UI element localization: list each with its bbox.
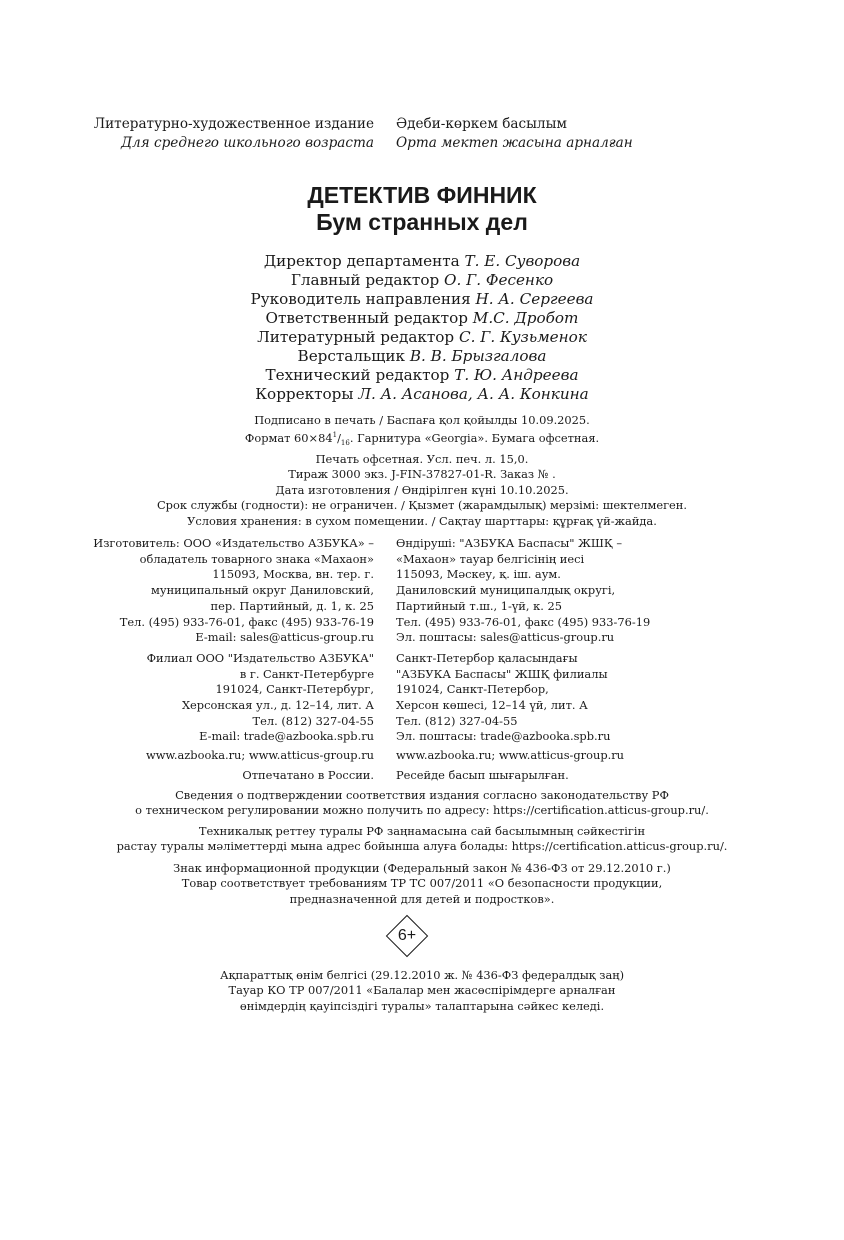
printed-in-ru: Отпечатано в России. [242,767,374,782]
staff-role: Главный редактор [290,271,440,289]
book-title [0,182,844,236]
publisher-line-ru: Тел. (495) 933-76-01, факс (495) 933-76-19 [119,614,374,629]
offset-line: Печать офсетная. Усл. печ. л. 15,0. [315,451,529,466]
staff-name: О. Г. Фесенко [444,271,554,289]
age-rating-label: 6+ [397,927,417,944]
staff-name: Т. Е. Суворова [464,252,581,270]
staff-line [0,309,844,328]
storage-line: Условия хранения: в сухом помещении. / Сақтау шарттары: құрғақ үй-жайда. [187,513,657,528]
staff-name: Л. А. Асанова, А. А. Конкина [358,385,589,403]
website-kz: www.azbooka.ru; www.atticus-group.ru [396,748,625,763]
staff-role: Литературный редактор [257,328,455,346]
branch-line-kz: Херсон көшесі, 12–14 үй, лит. А [396,698,588,713]
branch-line-ru: E-mail: trade@azbooka.spb.ru [199,729,374,744]
info-sign-ru: Знак информационной продукции (Федеральный закон № 436-ФЗ от 29.12.2010 г.) Товар соответствует требованиям ТР ТС 007/2011 «О безопасности продукции, предназначенной для детей и подростков». [173,861,671,906]
format-line: Формат $60\times 84^1/_{16}$. Гарнитура «Georgia». Бумага офсетная. [244,431,600,448]
branch-line-kz: 191024, Санкт-Петербор, [396,682,549,697]
info-sign-kz: Ақпараттық өнім белгісі (29.12.2010 ж. № 436-ФЗ федералдық заң) Тауар КО ТР 007/2011 «Балалар мен жасөспірімдерге арналған өнімдердің қауіпсіздігі туралы» талаптарына сәйкес келеді. [219,968,625,1013]
staff-line [0,347,844,366]
shelf-life-line: Срок службы (годности): не ограничен. / Қызмет (жарамдылық) мерзімі: шектелмеген. [156,498,688,513]
branch-line-ru: Херсонская ул., д. 12–14, лит. А [181,698,374,713]
staff-name: Н. А. Сергеева [475,290,594,308]
publisher-block [0,536,844,784]
signed-line: Подписано в печать / Баспаға қол қойылды 10.09.2025. [254,413,590,427]
staff-name: М.С. Дробот [472,309,579,327]
staff-role: Руководитель направления [250,290,471,308]
branch-line-kz: Эл. поштасы: trade@azbooka.spb.ru [396,729,611,744]
staff-role: Технический редактор [265,366,450,384]
age-group-kz: Орта мектеп жасына арналған [396,135,633,151]
publisher-line-kz: Даниловский муниципалдық округі, [396,583,616,598]
publisher-line-kz: Тел. (495) 933-76-01, факс (495) 933-76-19 [396,614,651,629]
publisher-line-kz: «Махаон» тауар белгісінің иесі [396,551,585,566]
staff-credits [0,252,844,404]
staff-role: Ответственный редактор [265,309,468,327]
run-line: Тираж 3000 экз. J-FIN-37827-01-R. Заказ № . [288,467,556,482]
book-subtitle: Бум странных дел [316,209,528,235]
publisher-line-ru: Изготовитель: ООО «Издательство АЗБУКА» – [93,536,374,550]
publisher-line-kz: Партийный т.ш., 1-үй, к. 25 [396,598,562,613]
staff-line [0,385,844,404]
edition-type-ru: Литературно-художественное издание [93,116,374,132]
staff-name: В. В. Брызгалова [409,347,547,365]
staff-line [0,328,844,347]
certification-kz: Техникалық реттеу туралы РФ заңнамасына сай басылымның сәйкестігін растау туралы мәліметтерді мына адрес бойынша алуға болады: https://certification.atticus-group.ru/. [116,824,728,854]
publisher-line-ru: 115093, Москва, вн. тер. г. [212,567,374,582]
staff-name: С. Г. Кузьменок [458,328,587,346]
branch-line-ru: Филиал ООО "Издательство АЗБУКА" [146,650,374,665]
certification-ru: Сведения о подтверждении соответствия издания согласно законодательству РФ о техническом регулировании можно получить по адресу: https://certification.atticus-group.ru/. [135,788,709,818]
edition-type-kz: Әдеби-көркем басылым [396,116,567,132]
series-title: ДЕТЕКТИВ ФИННИК [307,182,537,208]
staff-role: Верстальщик [297,347,406,365]
website-ru: www.azbooka.ru; www.atticus-group.ru [145,748,374,763]
printed-in-kz: Ресейде басып шығарылған. [396,767,569,782]
staff-line [0,271,844,290]
age-rating-badge [385,914,429,958]
staff-line [0,252,844,271]
staff-line [0,290,844,309]
branch-line-kz: Санкт-Петербор қаласындағы [396,650,578,665]
staff-name: Т. Ю. Андреева [454,366,579,384]
publisher-line-ru: муниципальный округ Даниловский, [151,583,374,598]
publisher-line-kz: Өндіруші: "АЗБУКА Баспасы" ЖШҚ – [396,536,623,550]
publisher-line-ru: E-mail: sales@atticus-group.ru [195,630,374,645]
staff-line [0,366,844,385]
publisher-line-kz: 115093, Мәскеу, қ. іш. аум. [396,567,561,582]
branch-line-ru: в г. Санкт-Петербурге [239,666,374,681]
publisher-line-ru: пер. Партийный, д. 1, к. 25 [210,598,374,613]
staff-role: Директор департамента [263,252,460,270]
branch-line-kz: "АЗБУКА Баспасы" ЖШҚ филиалы [396,666,608,681]
print-details [0,413,844,529]
edition-header [0,115,844,153]
staff-role: Корректоры [255,385,354,403]
made-line: Дата изготовления / Өндірілген күні 10.10.2025. [275,482,569,497]
branch-line-ru: Тел. (812) 327-04-55 [252,713,374,728]
age-group-ru: Для среднего школьного возраста [120,135,374,151]
publisher-line-kz: Эл. поштасы: sales@atticus-group.ru [396,630,615,645]
branch-line-kz: Тел. (812) 327-04-55 [396,713,518,728]
publisher-line-ru: обладатель товарного знака «Махаон» [139,551,374,566]
branch-line-ru: 191024, Санкт-Петербург, [215,682,374,697]
